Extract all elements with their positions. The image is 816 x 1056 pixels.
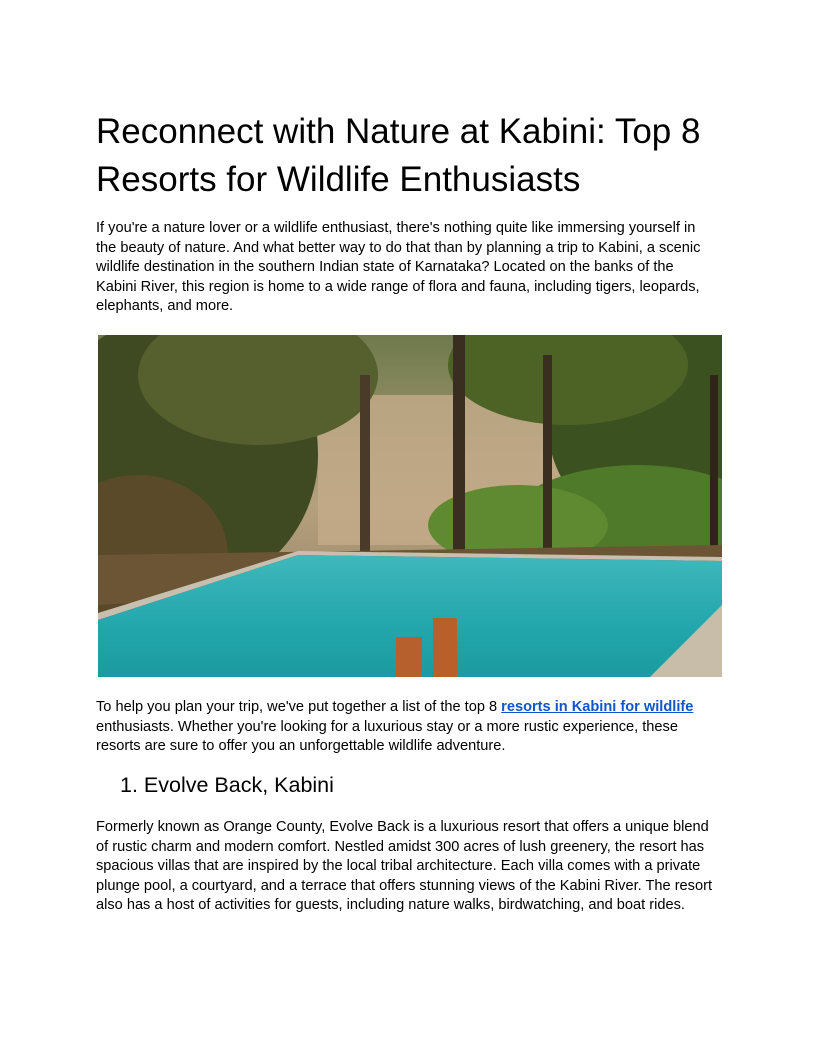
- intro-paragraph: If you're a nature lover or a wildlife enthusiast, there's nothing quite like immersing yourself in the beauty of nature. And what better way to do that than by planning a trip to Kabini, a scenic wildlife destination in the southern Indian state of Karnataka? Located on the banks of the Kabini River, this region is home to a wide range of flora and fauna, including tigers, leopards, elephants, and more.: [96, 220, 701, 314]
- paragraph-text-end: enthusiasts. Whether you're looking for a luxurious stay or a more rustic experience, these resorts are sure to offer you an unforgettable wildlife adventure.: [96, 718, 678, 754]
- resorts-in-kabini-link[interactable]: resorts in Kabini for wildlife: [501, 699, 694, 715]
- section-heading-evolve-back: 1. Evolve Back, Kabini: [120, 773, 334, 797]
- section-body-evolve-back: Formerly known as Orange County, Evolve Back is a luxurious resort that offers a unique blend of rustic charm and modern comfort. Nestled amidst 300 acres of lush greenery, the resort has spacious villas that are inspired by the local tribal architecture. Each villa comes with a private plunge pool, a courtyard, and a terrace that offers stunning views of the Kabini River. The resort also has a host of activities for guests, including nature walks, birdwatching, and boat rides.: [96, 819, 712, 913]
- paragraph-text-start: To help you plan your trip, we've put together a list of the top 8: [96, 699, 502, 715]
- article-title: Reconnect with Nature at Kabini: Top 8 Resorts for Wildlife Enthusiasts: [96, 112, 701, 199]
- trip-planning-paragraph: [96, 698, 720, 757]
- infinity-pool-illustration: [98, 335, 722, 677]
- resort-pool-photo: [98, 335, 722, 677]
